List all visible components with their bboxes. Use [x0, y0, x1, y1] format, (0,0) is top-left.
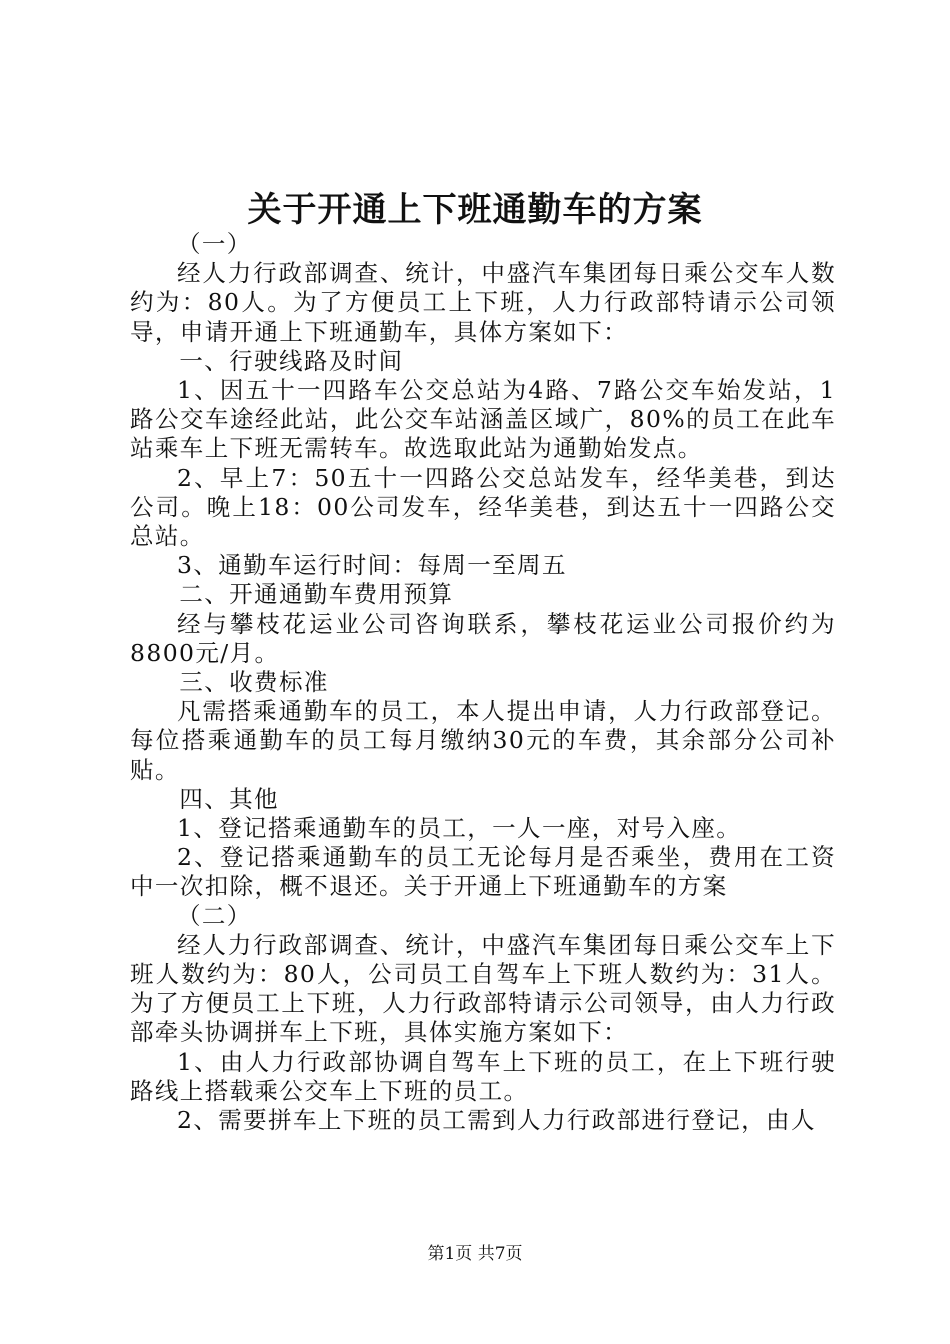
paragraph: 2、早上7：50五十一四路公交总站发车，经华美巷，到达公司。晚上18：00公司发车，经华美巷，到达五十一四路公交总站。: [130, 463, 836, 551]
document-body: [130, 230, 836, 1135]
paragraph: 经人力行政部调查、统计，中盛汽车集团每日乘公交车人数约为：80人。为了方便员工上下班，人力行政部特请示公司领导，申请开通上下班通勤车，具体方案如下：: [130, 259, 836, 346]
paragraph: 经人力行政部调查、统计，中盛汽车集团每日乘公交车上下班人数约为：80人，公司员工自驾车上下班人数约为：31人。为了方便员工上下班，人力行政部特请示公司领导，由人力行政部牵头协调拼车上下班，具体实施方案如下：: [130, 930, 836, 1047]
paragraph-section-label-2: （二）: [177, 901, 252, 930]
paragraph-section-label-1: （一）: [177, 230, 252, 258]
page-footer: 第1页 共7页: [427, 1244, 523, 1264]
paragraph: 2、登记搭乘通勤车的员工无论每月是否乘坐，费用在工资中一次扣除，概不退还。关于开通上下班通勤车的方案: [130, 843, 836, 901]
paragraph: 1、登记搭乘通勤车的员工，一人一座，对号入座。: [177, 814, 742, 843]
paragraph: 1、因五十一四路车公交总站为4路、7路公交车始发站，1路公交车途经此站，此公交车站涵盖区域广，80%的员工在此车站乘车上下班无需转车。故选取此站为通勤始发点。: [130, 376, 836, 463]
section-heading: 一、行驶线路及时间: [179, 346, 404, 375]
paragraph: 经与攀枝花运业公司咨询联系，攀枝花运业公司报价约为8800元/月。: [130, 609, 836, 667]
paragraph: 凡需搭乘通勤车的员工，本人提出申请，人力行政部登记。每位搭乘通勤车的员工每月缴纳30元的车费，其余部分公司补贴。: [130, 697, 836, 784]
paragraph: 1、由人力行政部协调自驾车上下班的员工，在上下班行驶路线上搭载乘公交车上下班的员工。: [130, 1047, 836, 1105]
paragraph: 2、需要拼车上下班的员工需到人力行政部进行登记，由人: [177, 1106, 816, 1135]
paragraph: 3、通勤车运行时间：每周一至周五: [177, 551, 567, 580]
section-heading: 二、开通通勤车费用预算: [179, 580, 454, 609]
section-heading: 三、收费标准: [179, 668, 329, 697]
section-heading: 四、其他: [179, 784, 279, 813]
document-title: 关于开通上下班通勤车的方案: [247, 190, 703, 230]
